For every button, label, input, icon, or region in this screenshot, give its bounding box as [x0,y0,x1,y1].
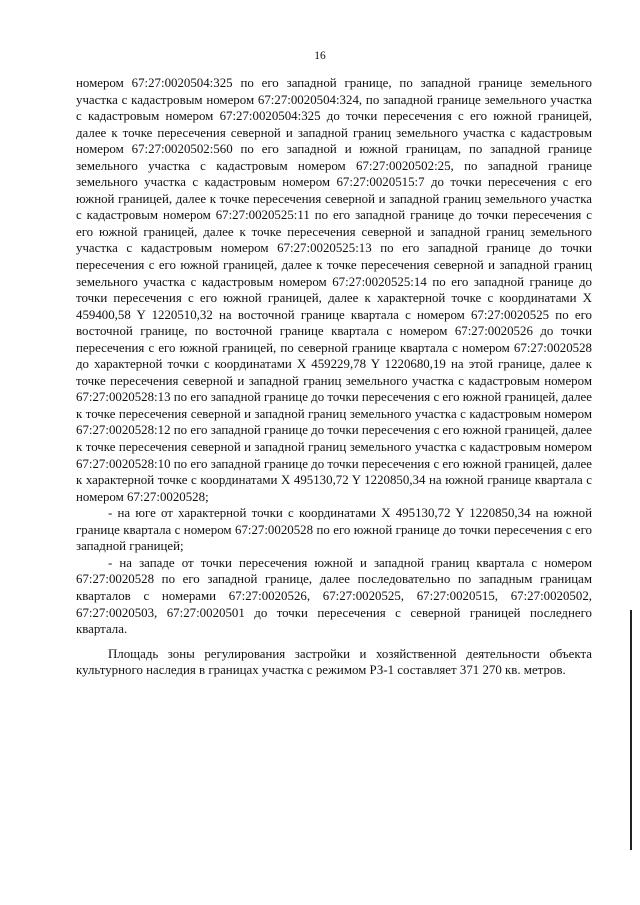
south-boundary-paragraph: - на юге от характерной точки с координатами X 495130,72 Y 1220850,34 на южной границе квартала с номером 67:27:0020528 по его южной границе до точки пересечения с его западной границей; [76,506,592,554]
boundary-description-paragraph: номером 67:27:0020504:325 по его западной границе, по западной границе земельного участка с кадастровым номером 67:27:0020504:324, по западной границе земельного участка с кадастровым номером 67:27:0020504:325 до точки пересечения с его южной границей, далее к точке пересечения северной и западной границ земельного участка с кадастровым номером 67:27:0020502:560 по его западной и южной границам, по западной границе земельного участка с кадастровым номером 67:27:0020502:25, по западной границе земельного участка с кадастровым номером 67:27:0020515:7 до точки пересечения с его южной границей, далее к точке пересечения северной и западной границ земельного участка с кадастровым номером 67:27:0020525:11 по его западной границе до точки пересечения с его южной границей, далее к точке пересечения северной и западной границ земельного участка с кадастровым номером 67:27:0020525:13 по его западной границе до точки пересечения с его южной границей, далее к точке пересечения северной и западной границ земельного участка с кадастровым номером 67:27:0020525:14 по его западной границе до точки пересечения с его южной границей, далее к характерной точке с координатами X 459400,58 Y 1220510,32 на восточной границе квартала с номером 67:27:0020525 по его восточной границе, по восточной границе квартала с номером 67:27:0020526 до точки пересечения с его южной границей, по северной границе квартала с номером 67:27:0020528 до характерной точки с координатами X 459229,78 Y 1220680,19 на этой границе, далее к точке пересечения северной и западной границ земельного участка с кадастровым номером 67:27:0020528:13 по его западной границе до точки пересечения с его южной границей, далее к точке пересечения северной и западной границ земельного участка с кадастровым номером 67:27:0020528:12 по его западной границе до точки пересечения с его южной границей, далее к точке пересечения северной и западной границ земельного участка с кадастровым номером 67:27:0020528:10 по его западной границе до точки пересечения с его южной границей, далее к характерной точке с координатами X 495130,72 Y 1220850,34 на южной границе квартала с номером 67:27:0020528; [76,76,592,504]
page-number: 16 [314,50,326,62]
area-summary-paragraph: Площадь зоны регулирования застройки и хозяйственной деятельности объекта культурного наследия в границах участка с режимом РЗ-1 составляет 371 270 кв. метров. [76,646,592,678]
scan-edge-line [630,610,632,850]
document-body [76,75,592,679]
west-boundary-paragraph: - на западе от точки пересечения южной и западной границ квартала с номером 67:27:0020528 по его западной границе, далее последовательно по западным границам кварталов с номерами 67:27:0020526, 67:27:0020525, 67:27:0020515, 67:27:0020502, 67:27:0020503, 67:27:0020501 до точки пересечения с северной границей последнего квартала. [76,555,592,637]
